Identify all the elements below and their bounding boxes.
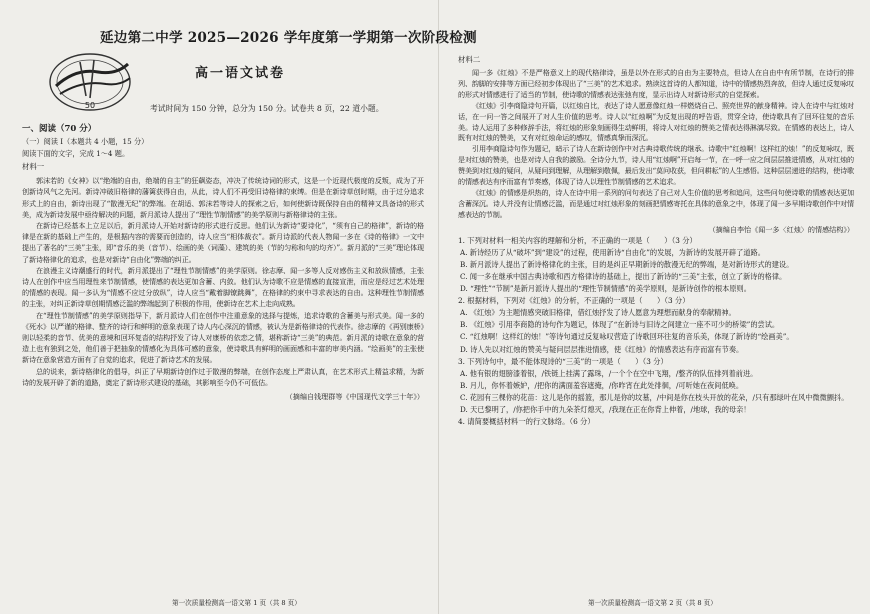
material1-paragraph: 在浪漫主义诗潮盛行的时代，新月派提出了“理性节制情感”的美学原则。徐志摩、闻一多等人反对感伤主义和放纵情感，主张诗人在创作中应当用理性来节制情感，使情感的表达更加含蓄、内敛。他们认为诗歌不应是情感的直接宣泄，而应是经过艺术处理的情感的表现。闻一多认为“情感不应过分放纵”，诗人应当“戴着脚镣跳舞”，在格律的约束中寻求表达的自由。这种理性节制情感的主张，对纠正新诗草创期情感泛滥的弊端起到了积极的作用，使新诗在艺术上走向成熟。: [22, 265, 424, 309]
page-footer-right: 第一次质量检测高一语文第 2 页（共 8 页）: [588, 599, 717, 607]
question-2-option: A. 《红烛》为主题情感突破旧格律，借红烛抒发了诗人愿意为理想而献身的奉献精神。: [460, 308, 736, 318]
school-logo-icon: [46, 50, 134, 114]
page-footer-left: 第一次质量检测高一语文第 1 页（共 8 页）: [172, 599, 301, 607]
material2-paragraph: 《红烛》的情感是炽热的，诗人在诗中用一系列的问句表达了自己对人生价值的思考和追问，这些问句使诗歌的情感表达更加含蓄深沉。诗人并没有让情感泛滥，而是通过对红烛形象的刻画把情感寄托在具体的意象之中，体现了闻一多早期诗歌创作中对情感表达的节制。: [458, 187, 854, 219]
right-content: [458, 52, 854, 592]
question-1-option: B. 新月派诗人提出了新诗格律化的主张，目的是纠正早期新诗的散漫无纪的弊端，是对新诗形式的建设。: [460, 259, 794, 269]
material1-paragraph: 在新诗已经基本上立足以后，新月派诗人开始对新诗的形式进行反思。他们认为新诗“要诗化”，“须有自己的格律”，新诗的格律是在新的基础上产生的，是根据内容的需要而创造的，诗人应当“相体裁衣”。新月诗派的代表人物闻一多在《诗的格律》一文中提出了著名的“三美”主张，即“音乐的美（音节）、绘画的美（词藻）、建筑的美（节的匀称和句的均齐）”。新月派的“三美”理论体现了新诗格律化的追求，也是对新诗“自由化”弊端的纠正。: [22, 221, 424, 264]
reading-instruction: 阅读下面的文字，完成 1～4 题。: [22, 148, 130, 158]
page-right: [438, 0, 870, 614]
question-1-option: D. “理性”“节制”是新月派诗人提出的“理性节制情感”的美学原则，是新诗创作的根本原则。: [460, 284, 751, 294]
exam-subtitle: 高一语文试卷: [195, 66, 286, 81]
material2-paragraph: 《红烛》引李商隐诗句开篇，以红烛自比，表达了诗人愿意像红烛一样燃烧自己、照亮世界的献身精神。诗人在诗中与红烛对话，在一问一答之间展开了对人生价值的思考。诗人以“红烛啊”为反复出现的呼告语，贯穿全诗，使诗歌具有了回环往复的音乐美。诗人运用了多种修辞手法，将红烛的形象刻画得生动鲜明，将诗人对红烛的赞美之情表达得淋漓尽致。在情感的表达上，诗人既有对红烛的赞美，又有对红烛命运的感叹，情感真挚而深沉。: [458, 100, 854, 143]
exam-info: 考试时间为 150 分钟，总分为 150 分。试卷共 8 页，22 道小题。: [150, 104, 384, 113]
material2-label: 材料二: [458, 55, 481, 64]
question-3-option: D. 天已黎明了，/你把你手中的九朵茶灯熄灭，/我现在正在你背上伸着，/地球，我的母亲！: [460, 405, 751, 414]
section-heading: 一、阅读（70 分）: [22, 124, 97, 134]
material1-paragraph: 在“理性节制情感”的美学原则指导下，新月派诗人们在创作中注重意象的选择与提炼，追求诗歌的含蓄美与形式美。闻一多的《死水》以严谨的格律、整齐的诗行和鲜明的意象表现了诗人内心深沉的情感，被认为是新格律诗的代表作。徐志摩的《再别康桥》则以轻柔的音节、优美的意境和回环复沓的结构抒发了诗人对康桥的依恋之情，堪称新诗“三美”的典范。新月派的诗歌在意象的营造上也有独到之处，他们善于把抽象的情感化为具体可感的意象，使诗歌具有鲜明的画面感和丰富的审美内涵。“绘画美”的主张使新诗在意象营造方面有了自觉的追求，促进了新诗艺术的发展。: [22, 310, 424, 365]
material2-source: （摘编自李怡《闻一多〈红烛〉的情感结构》）: [708, 224, 854, 234]
question-1-option: C. 闻一多在继承中国古典诗歌和西方格律诗的基础上，提出了新诗的“三美”主张，创立了新诗的格律。: [460, 271, 787, 281]
question-3: 3. 下列诗句中，最不能体现诗的“三美”的一项是（ ）（3 分）: [458, 356, 668, 366]
question-3-option: B. 月儿，你怀着嫉妒，/把你的满面羞容遮掩，/你昨宵在此处徘徊，/可听她在夜间低唤。: [460, 380, 744, 390]
question-3-option: A. 他有银的翅膀漆着银，/铁链上挂满了露珠，/一个个在空中飞翔，/整齐的队伍排列着前进。: [460, 368, 758, 378]
exam-title: 延边第二中学 2025—2026 学年度第一学期第一次阶段检测: [100, 30, 477, 46]
left-content: [22, 136, 424, 592]
material1-paragraph: 总的说来，新诗格律化的倡导，纠正了早期新诗创作过于散漫的弊端，在创作态度上严肃认真，在艺术形式上精益求精，为新诗的发展开辟了新的道路，奠定了新诗形式建设的基础，其影响至今仍不可低估。: [22, 366, 424, 387]
question-2-option: D. 诗人先以对红烛的赞美与疑问层层推进情感，使《红烛》的情感表达有序而富有节奏。: [460, 344, 744, 354]
question-2-option: B. 《红烛》引用李商隐的诗句作为题记，体现了“在新诗与旧诗之间建立一座不可少的桥梁”的尝试。: [460, 320, 780, 330]
question-1: 1. 下列对材料一相关内容的理解和分析，不正确的一项是（ ）（3 分）: [458, 235, 697, 245]
material1-source: （摘编自钱理群等《中国现代文学三十年》）: [285, 392, 424, 402]
subsection-heading: （一）阅读 I（本题共 4 小题，15 分）: [22, 137, 149, 146]
question-4: 4. 请简要概括材料一的行文脉络。（6 分）: [458, 417, 595, 427]
question-2-option: C. “红烛啊！这样红的烛！”等诗句通过反复咏叹营造了诗歌回环往复的音乐美，体现了新诗的“绘画美”。: [460, 332, 794, 342]
question-2: 2. 根据材料，下列对《红烛》的分析，不正确的一项是（ ）（3 分）: [458, 296, 690, 306]
material2-paragraph: 引用李商隐诗句作为题记，暗示了诗人在新诗创作中对古典诗歌传统的继承。诗歌中“红烛啊！这样红的烛！”的反复咏叹，既是对红烛的赞美，也是对诗人自我的激励。全诗分九节，诗人用“红烛啊”开启每一节，在一呼一应之间层层推进情感，从对红烛的赞美到对红烛的疑问，从疑问到理解，从理解到敬佩，最后发出“莫问收获，但问耕耘”的人生感悟。这种层层递进的结构，使诗歌的情感表达有序而富有节奏感，体现了诗人以理性节制情感的艺术追求。: [458, 144, 854, 187]
svg-text:50: 50: [84, 101, 96, 110]
material1-paragraph: 郭沫若的《女神》以“绝端的自由，绝端的自主”的狂飙姿态，冲决了传统诗词的形式，这是一个近现代极度的反叛，成为了开创新诗风气之先河。新诗冲破旧格律的藩篱获得自由，从此，诗人们不再受旧诗格律的束缚。但是在新诗草创时期，由于过分追求形式上的自由，新诗出现了“散漫无纪”的弊端。在胡适、郭沫若等诗人的探索之后，如何使新诗既保持自由的精神又具备诗的形式美，成为新诗发展中亟待解决的问题，新月派诗人提出了“理性节制情感”的美学原则与新格律诗的主张。: [22, 176, 424, 219]
material2-paragraph: 闻一多《红烛》不是严格意义上的现代格律诗，虽是以外在形式的自由为主要特点，但诗人在自由中有所节制，在诗行的排列、韵脚的安排等方面已经初步体现出了“三美”的艺术追求。熟读这首诗的人都知道，诗中的情感热烈奔放，但诗人通过反复咏叹的形式对情感进行了适当的节制，使诗歌的情感表达张弛有度，显示出诗人对新诗形式的自觉探索。: [458, 68, 854, 99]
question-1-option: A. 新诗经历了从“破坏”到“建设”的过程，使用新诗“自由化”的发展，为新诗的发展开辟了道路。: [460, 247, 765, 257]
question-3-option: C. 花园有三棵你的花苗：这儿是你的摇篮，那儿是你的坟墓，/中间是你在枝头开放的花朵，/只有那绿叶在风中微微颤抖。: [460, 392, 849, 402]
material1-label: 材料一: [22, 162, 45, 172]
